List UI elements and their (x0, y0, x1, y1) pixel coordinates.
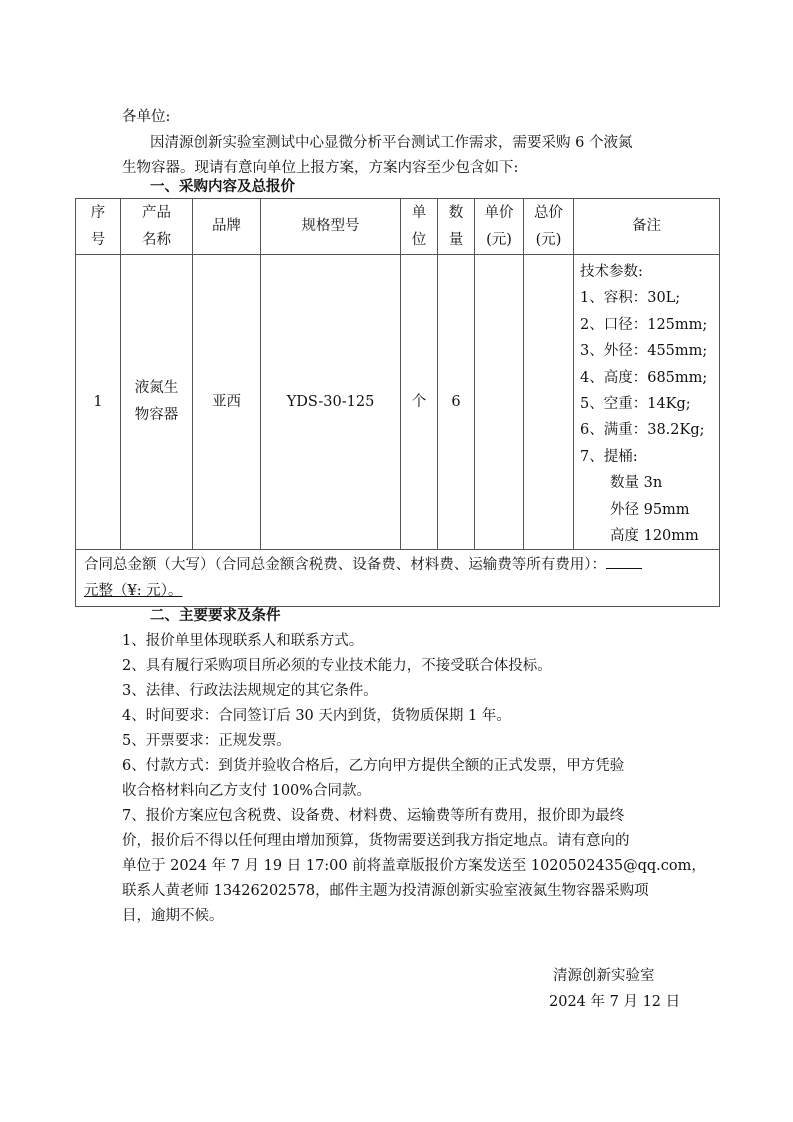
remark-line: 1、容积：30L; (580, 290, 681, 307)
requirement-item: 3、法律、行政法法规规定的其它条件。 (122, 683, 378, 699)
requirement-item: 收合格材料向乙方支付 100%合同款。 (122, 783, 372, 799)
remark-line: 4、高度：685mm; (580, 369, 708, 386)
remark-line: 6、满重：38.2Kg; (580, 422, 705, 439)
procurement-table (75, 198, 720, 607)
remark-line: 2、口径：125mm; (580, 316, 708, 333)
signature-date: 2024 年 7 月 12 日 (549, 994, 681, 1010)
requirement-item: 7、报价方案应包含税费、设备费、材料费、运输费等所有费用，报价即为最终 (122, 808, 625, 824)
remark-line: 5、空重：14Kg; (580, 396, 691, 413)
table-header-row (76, 199, 720, 255)
header-unit: 单 位 (401, 199, 438, 255)
requirement-item: 1、报价单里体现联系人和联系方式。 (122, 633, 364, 649)
table-row (76, 255, 720, 550)
remark-line: 3、外径：455mm; (580, 343, 708, 360)
header-brand: 品牌 (193, 199, 261, 255)
requirement-item: 联系人黄老师 13426202578，邮件主题为投清源创新实验室液氮生物容器采购项 (122, 883, 649, 899)
amount-blank[interactable] (606, 554, 642, 569)
header-model: 规格型号 (261, 199, 401, 255)
total-amount-label: 合同总金额（大写）（合同总金额含税费、设备费、材料费、运输费等所有费用）： (84, 557, 606, 574)
section-2-title: 二、主要要求及条件 (150, 607, 281, 624)
salutation: 各单位: (122, 109, 171, 125)
remark-line: 高度 120mm (610, 528, 699, 545)
total-amount-yuan: 元整（¥: 元）。 (84, 583, 183, 600)
intro-line-2: 生物容器。现请有意向单位上报方案，方案内容至少包含如下: (122, 160, 519, 176)
remark-line: 数量 3n (610, 475, 663, 492)
header-no: 序 号 (76, 199, 121, 255)
cell-model: YDS-30-125 (261, 255, 401, 550)
cell-remarks (574, 255, 720, 550)
requirement-item: 目，逾期不候。 (122, 908, 224, 924)
requirement-item: 2、具有履行采购项目所必须的专业技术能力，不接受联合体投标。 (122, 658, 552, 674)
header-total-price: 总价 (元) (524, 199, 574, 255)
remark-line: 技术参数: (580, 264, 643, 280)
signature-org: 清源创新实验室 (553, 968, 655, 984)
section-1-title: 一、采购内容及总报价 (150, 178, 295, 195)
remark-line: 外径 95mm (610, 501, 690, 518)
contract-total-amount[interactable] (76, 550, 720, 607)
cell-unit: 个 (401, 255, 438, 550)
requirement-item: 价，报价后不得以任何理由增加预算，货物需要送到我方指定地点。请有意向的 (122, 833, 630, 849)
requirement-item: 6、付款方式：到货并验收合格后，乙方向甲方提供全额的正式发票，甲方凭验 (122, 758, 625, 774)
header-remarks: 备注 (574, 199, 720, 255)
requirement-item: 单位于 2024 年 7 月 19 日 17:00 前将盖章版报价方案发送至 1020502435@qq.com， (122, 858, 706, 874)
header-product-name: 产品 名称 (121, 199, 193, 255)
cell-no: 1 (76, 255, 121, 550)
cell-unit-price[interactable] (475, 255, 524, 550)
remark-line: 7、提桶: (580, 448, 638, 465)
cell-quantity: 6 (438, 255, 475, 550)
cell-brand: 亚西 (193, 255, 261, 550)
requirement-item: 5、开票要求：正规发票。 (122, 733, 291, 749)
cell-total-price[interactable] (524, 255, 574, 550)
table-footer-row (76, 550, 720, 607)
header-quantity: 数 量 (438, 199, 475, 255)
cell-product-name: 液氮生 物容器 (121, 255, 193, 550)
intro-line-1: 因清源创新实验室测试中心显微分析平台测试工作需求，需要采购 6 个液氮 (150, 135, 633, 151)
header-unit-price: 单价 (元) (475, 199, 524, 255)
requirement-item: 4、时间要求：合同签订后 30 天内到货，货物质保期 1 年。 (122, 708, 511, 724)
